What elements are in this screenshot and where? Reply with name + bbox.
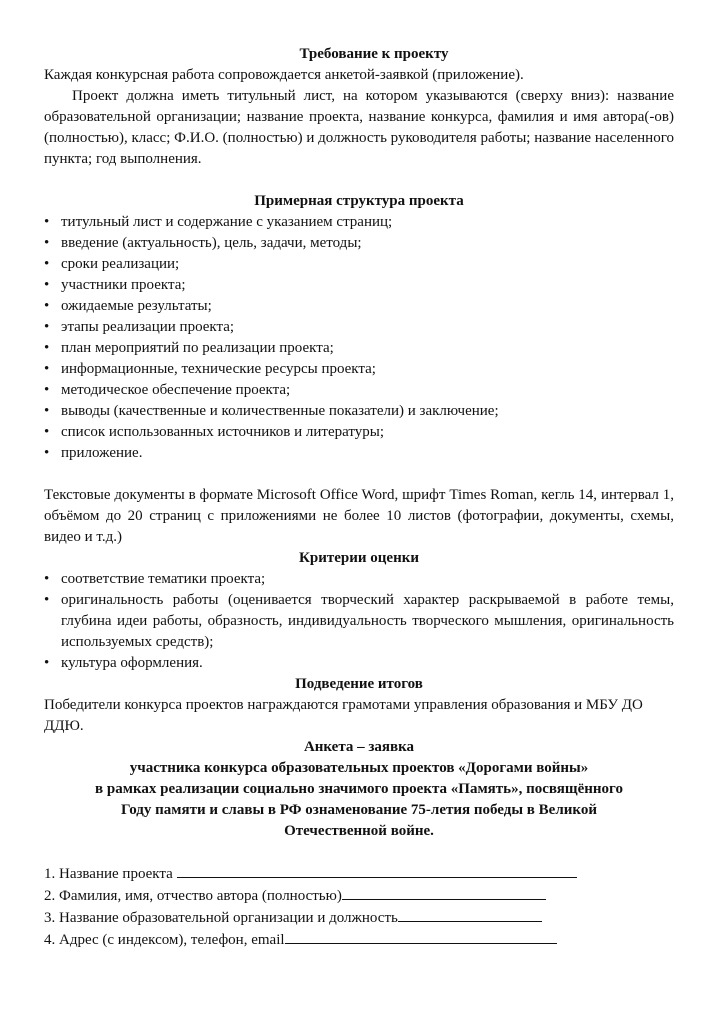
application-line: Отечественной войне. [284, 823, 434, 839]
list-item: • введение (актуальность), цель, задачи, методы; [44, 233, 674, 254]
form-field-address[interactable] [44, 929, 674, 951]
format-paragraph: Текстовые документы в формате Microsoft Office Word, шрифт Times Roman, кегль 14, интервал 1, объёмом до 20 страниц с приложениями не более 10 листов (фотографии, документы, схемы, видео и т.д.) [44, 487, 674, 545]
form-label: 4. Адрес (с индексом), телефон, email [44, 932, 285, 948]
application-line: участника конкурса образовательных проектов «Дорогами войны» [129, 760, 589, 776]
form-label: 2. Фамилия, имя, отчество автора (полностью) [44, 888, 342, 904]
results-title: Подведение итогов [295, 676, 423, 692]
application-line: в рамках реализации социально значимого проекта «Память», посвящённого [95, 781, 623, 797]
list-item: • культура оформления. [44, 653, 674, 674]
list-item: • план мероприятий по реализации проекта; [44, 338, 674, 359]
list-item: • участники проекта; [44, 275, 674, 296]
form-field-author[interactable] [44, 885, 674, 907]
list-item: • информационные, технические ресурсы проекта; [44, 359, 674, 380]
structure-title: Примерная структура проекта [254, 193, 464, 209]
application-line: Году памяти и славы в РФ ознаменование 75-летия победы в Великой [121, 802, 597, 818]
criteria-list [44, 569, 674, 674]
form-blank-line[interactable] [342, 885, 546, 900]
list-item: • методическое обеспечение проекта; [44, 380, 674, 401]
form-field-organization[interactable] [44, 907, 674, 929]
form-blank-line[interactable] [177, 863, 577, 878]
form-blank-line[interactable] [285, 929, 557, 944]
criteria-title: Критерии оценки [299, 550, 419, 566]
results-paragraph: Победители конкурса проектов награждаются грамотами управления образования и МБУ ДО ДДЮ. [44, 697, 643, 734]
list-item: • этапы реализации проекта; [44, 317, 674, 338]
list-item: • соответствие тематики проекта; [44, 569, 674, 590]
spacer [44, 464, 674, 485]
list-item: • выводы (качественные и количественные показатели) и заключение; [44, 401, 674, 422]
application-title [44, 737, 674, 842]
form-blank-line[interactable] [398, 907, 542, 922]
list-item: • титульный лист и содержание с указанием страниц; [44, 212, 674, 233]
list-item: • список использованных источников и литературы; [44, 422, 674, 443]
requirements-paragraph: Проект должна иметь титульный лист, на котором указываются (сверху вниз): название образовательной организации; название проекта, название конкурса, фамилия и имя автора(-ов) (полностью), класс; Ф.И.О. (полностью) и должность руководителя работы; название населенного пункта; год выполнения. [44, 88, 674, 167]
spacer [44, 170, 674, 191]
list-item: • приложение. [44, 443, 674, 464]
structure-list [44, 212, 674, 464]
form-label: 3. Название образовательной организации и должность [44, 910, 398, 926]
application-line: Анкета – заявка [303, 739, 415, 755]
list-item: • сроки реализации; [44, 254, 674, 275]
requirements-title: Требование к проекту [299, 46, 449, 62]
form-field-project-name[interactable] [44, 863, 674, 885]
document-page [44, 40, 674, 951]
form-label: 1. Название проекта [44, 866, 177, 882]
requirements-line: Каждая конкурсная работа сопровождается анкетой-заявкой (приложение). [44, 67, 524, 83]
list-item: • оригинальность работы (оценивается творческий характер раскрываемой в работе темы, глубина идеи работы, образность, индивидуальность творческого мышления, оригинальность используемых средств); [44, 590, 674, 653]
list-item: • ожидаемые результаты; [44, 296, 674, 317]
spacer [44, 842, 674, 863]
